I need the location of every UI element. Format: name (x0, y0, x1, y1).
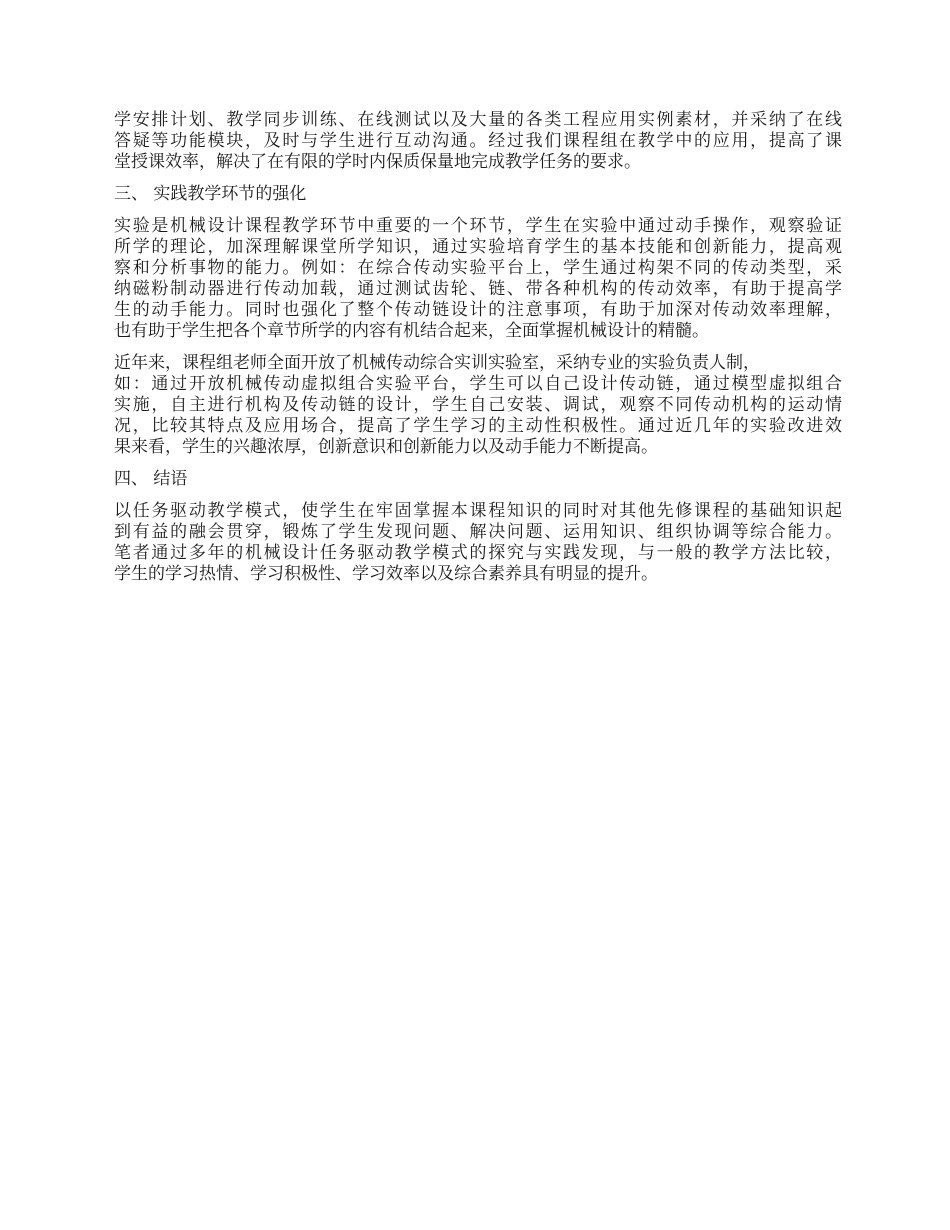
text-line: 所学的理论，加深理解课堂所学知识，通过实验培育学生的基本技能和创新能力，提高观 (114, 237, 842, 257)
paragraph-open-lab (114, 353, 842, 458)
text-line: 学安排计划、教学同步训练、在线测试以及大量的各类工程应用实例素材，并采纳了在线 (114, 110, 842, 130)
paragraph-course-platform (114, 110, 842, 173)
text-line: 答疑等功能模块，及时与学生进行互动沟通。经过我们课程组在教学中的应用，提高了课 (114, 131, 842, 151)
paragraph-experiment (114, 216, 842, 342)
text-line: 如：通过开放机械传动虚拟组合实验平台，学生可以自己设计传动链，通过模型虚拟组合 (114, 374, 842, 394)
document-page (114, 110, 842, 596)
text-line: 到有益的融会贯穿，锻炼了学生发现问题、解决问题、运用知识、组织协调等综合能力。 (114, 522, 842, 542)
text-line: 近年来，课程组老师全面开放了机械传动综合实训实验室，采纳专业的实验负责人制， (114, 353, 760, 373)
text-line: 以任务驱动教学模式，使学生在牢固掌握本课程知识的同时对其他先修课程的基础知识起 (114, 501, 842, 521)
text-line: 生的动手能力。同时也强化了整个传动链设计的注意事项，有助于加深对传动效率理解， (114, 300, 842, 320)
text-line: 察和分析事物的能力。例如：在综合传动实验平台上，学生通过构架不同的传动类型，采 (114, 258, 842, 278)
text-line: 学生的学习热情、学习积极性、学习效率以及综合素养具有明显的提升。 (114, 564, 658, 584)
text-line: 实验是机械设计课程教学环节中重要的一个环节，学生在实验中通过动手操作，观察验证 (114, 216, 842, 236)
section-heading-conclusion: 四、 结语 (114, 469, 188, 489)
text-line: 也有助于学生把各个章节所学的内容有机结合起来，全面掌握机械设计的精髓。 (114, 321, 709, 341)
section-heading-practice: 三、 实践教学环节的强化 (114, 184, 307, 204)
text-line: 实施，自主进行机构及传动链的设计，学生自己安装、调试，观察不同传动机构的运动情 (114, 395, 842, 415)
text-line: 纳磁粉制动器进行传动加载，通过测试齿轮、链、带各种机构的传动效率，有助于提高学 (114, 279, 842, 299)
text-line: 况，比较其特点及应用场合，提高了学生学习的主动性积极性。通过近几年的实验改进效 (114, 416, 842, 436)
paragraph-conclusion (114, 501, 842, 585)
text-line: 笔者通过多年的机械设计任务驱动教学模式的探究与实践发现，与一般的教学方法比较， (114, 543, 842, 563)
text-line: 果来看，学生的兴趣浓厚，创新意识和创新能力以及动手能力不断提高。 (114, 437, 658, 457)
text-line: 堂授课效率，解决了在有限的学时内保质保量地完成教学任务的要求。 (114, 152, 641, 172)
